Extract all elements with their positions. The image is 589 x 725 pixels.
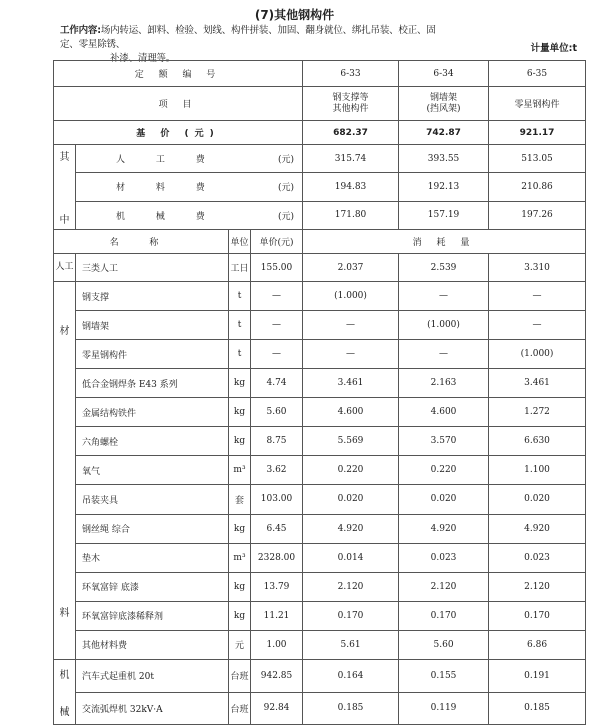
value-cell: —: [399, 340, 489, 369]
value-cell: 0.191: [489, 660, 586, 693]
labor-group: 人工: [54, 254, 76, 282]
breakdown-row: [54, 173, 586, 201]
value-cell: 0.020: [303, 485, 399, 514]
page-title: (7)其他钢构件: [254, 8, 335, 22]
value-cell: 1.100: [489, 456, 586, 485]
row-name: 环氧富锌底漆稀释剂: [76, 601, 229, 630]
row-name: 氧气: [76, 456, 229, 485]
value-cell: 4.920: [489, 514, 586, 543]
value-cell: —: [489, 311, 586, 340]
value-cell: 2.539: [399, 254, 489, 282]
value-cell: 2.120: [489, 572, 586, 601]
col-name-header: 名 称: [54, 230, 229, 254]
group-label: 械: [59, 707, 70, 718]
value-cell: 6.86: [489, 630, 586, 659]
group-label: 材: [59, 326, 70, 337]
row-unit: 套: [229, 485, 251, 514]
base-price-cell: 921.17: [489, 121, 586, 145]
row-price: 8.75: [251, 427, 303, 456]
col-unit-header: 单位: [229, 230, 251, 254]
column-header-row: [54, 230, 586, 254]
row-unit: 元: [229, 630, 251, 659]
quota-table: [53, 60, 586, 725]
materials-row: [54, 601, 586, 630]
value-cell: 393.55: [399, 145, 489, 173]
item-cell: 零星钢构件: [489, 87, 586, 121]
materials-row: [54, 630, 586, 659]
row-unit: t: [229, 311, 251, 340]
row-price: 5.60: [251, 398, 303, 427]
materials-row: [54, 311, 586, 340]
row-unit: 台班: [229, 660, 251, 693]
row-name: 钢支撑: [76, 282, 229, 311]
value-cell: 4.920: [303, 514, 399, 543]
row-unit: t: [229, 282, 251, 311]
code-row: [54, 61, 586, 87]
value-cell: 5.569: [303, 427, 399, 456]
value-cell: (1.000): [489, 340, 586, 369]
breakdown-row: [54, 145, 586, 173]
materials-row: [54, 427, 586, 456]
breakdown-row: [54, 201, 586, 229]
base-price-row: [54, 121, 586, 145]
row-price: 11.21: [251, 601, 303, 630]
row-unit: kg: [229, 514, 251, 543]
row-name: 环氧富锌 底漆: [76, 572, 229, 601]
value-cell: 0.170: [399, 601, 489, 630]
row-price: 92.84: [251, 692, 303, 725]
item-row: [54, 87, 586, 121]
value-cell: —: [303, 340, 399, 369]
row-unit: m³: [229, 543, 251, 572]
machinery-row: [54, 660, 586, 693]
value-cell: 192.13: [399, 173, 489, 201]
row-price: —: [251, 282, 303, 311]
value-cell: 5.60: [399, 630, 489, 659]
value-cell: —: [399, 282, 489, 311]
base-price-label: 基 价 (元): [54, 121, 303, 145]
machinery-group: [54, 660, 76, 725]
materials-row: [54, 485, 586, 514]
materials-row: [54, 398, 586, 427]
value-cell: 4.600: [303, 398, 399, 427]
value-cell: 0.119: [399, 692, 489, 725]
value-cell: 2.037: [303, 254, 399, 282]
value-cell: 0.220: [399, 456, 489, 485]
row-name: 金属结构铁件: [76, 398, 229, 427]
value-cell: 1.272: [489, 398, 586, 427]
row-name: 零星钢构件: [76, 340, 229, 369]
row-unit: t: [229, 340, 251, 369]
value-cell: 0.220: [303, 456, 399, 485]
value-cell: 4.600: [399, 398, 489, 427]
materials-row: [54, 456, 586, 485]
labor-row: [54, 254, 586, 282]
code-cell: 6-34: [399, 61, 489, 87]
row-price: 155.00: [251, 254, 303, 282]
value-cell: 197.26: [489, 201, 586, 229]
item-cell: 钢支撑等 其他构件: [303, 87, 399, 121]
row-unit: 台班: [229, 692, 251, 725]
value-cell: 171.80: [303, 201, 399, 229]
value-cell: —: [303, 311, 399, 340]
value-cell: 157.19: [399, 201, 489, 229]
value-cell: 3.461: [303, 369, 399, 398]
base-price-cell: 682.37: [303, 121, 399, 145]
value-cell: (1.000): [303, 282, 399, 311]
work-content-line2: 补漆、清理等。: [110, 53, 176, 64]
item-cell: 钢墙架 (挡风架): [399, 87, 489, 121]
breakdown-group: [54, 145, 76, 230]
value-cell: 0.170: [489, 601, 586, 630]
breakdown-label: 材 料 费 (元): [76, 173, 303, 201]
value-cell: 3.570: [399, 427, 489, 456]
value-cell: 3.461: [489, 369, 586, 398]
value-cell: 0.164: [303, 660, 399, 693]
value-cell: 210.86: [489, 173, 586, 201]
row-name: 汽车式起重机 20t: [76, 660, 229, 693]
code-cell: 6-35: [489, 61, 586, 87]
row-name: 钢墙架: [76, 311, 229, 340]
materials-row: [54, 282, 586, 311]
group-label: 中: [59, 215, 70, 226]
value-cell: 2.163: [399, 369, 489, 398]
base-price-cell: 742.87: [399, 121, 489, 145]
row-name: 三类人工: [76, 254, 229, 282]
materials-row: [54, 572, 586, 601]
value-cell: 3.310: [489, 254, 586, 282]
materials-group: [54, 282, 76, 660]
value-cell: 4.920: [399, 514, 489, 543]
row-price: 1.00: [251, 630, 303, 659]
value-cell: 0.023: [489, 543, 586, 572]
value-cell: 0.020: [489, 485, 586, 514]
materials-row: [54, 340, 586, 369]
row-name: 交流弧焊机 32kV·A: [76, 692, 229, 725]
row-price: 6.45: [251, 514, 303, 543]
row-unit: kg: [229, 369, 251, 398]
value-cell: 0.185: [303, 692, 399, 725]
value-cell: 0.023: [399, 543, 489, 572]
code-label: 定 额 编 号: [54, 61, 303, 87]
value-cell: (1.000): [399, 311, 489, 340]
row-price: 103.00: [251, 485, 303, 514]
group-label: 料: [59, 608, 70, 619]
value-cell: 5.61: [303, 630, 399, 659]
breakdown-label: 人 工 费 (元): [76, 145, 303, 173]
row-name: 六角螺栓: [76, 427, 229, 456]
materials-row: [54, 543, 586, 572]
machinery-row: [54, 692, 586, 725]
value-cell: 0.020: [399, 485, 489, 514]
row-unit: kg: [229, 427, 251, 456]
row-price: 3.62: [251, 456, 303, 485]
row-name: 钢丝绳 综合: [76, 514, 229, 543]
col-price-header: 单价(元): [251, 230, 303, 254]
value-cell: 2.120: [303, 572, 399, 601]
row-name: 其他材料费: [76, 630, 229, 659]
row-price: 2328.00: [251, 543, 303, 572]
row-name: 垫木: [76, 543, 229, 572]
group-label: 机: [59, 670, 70, 681]
value-cell: 513.05: [489, 145, 586, 173]
work-content-line1: 场内转运、卸料、检验、划线、构件拼装、加固、翻身就位、绑扎吊装、校正、固定、零星除锈、: [60, 25, 436, 50]
breakdown-label: 机 械 费 (元): [76, 201, 303, 229]
value-cell: 0.155: [399, 660, 489, 693]
code-cell: 6-33: [303, 61, 399, 87]
row-unit: kg: [229, 572, 251, 601]
row-price: —: [251, 340, 303, 369]
row-name: 吊装夹具: [76, 485, 229, 514]
group-label: 其: [59, 152, 70, 163]
materials-row: [54, 369, 586, 398]
row-price: 4.74: [251, 369, 303, 398]
value-cell: 2.120: [399, 572, 489, 601]
value-cell: 0.170: [303, 601, 399, 630]
row-unit: 工日: [229, 254, 251, 282]
value-cell: 6.630: [489, 427, 586, 456]
row-unit: m³: [229, 456, 251, 485]
value-cell: —: [489, 282, 586, 311]
row-price: —: [251, 311, 303, 340]
row-unit: kg: [229, 601, 251, 630]
value-cell: 0.185: [489, 692, 586, 725]
row-price: 13.79: [251, 572, 303, 601]
row-price: 942.85: [251, 660, 303, 693]
row-name: 低合金钢焊条 E43 系列: [76, 369, 229, 398]
value-cell: 194.83: [303, 173, 399, 201]
value-cell: 0.014: [303, 543, 399, 572]
row-unit: kg: [229, 398, 251, 427]
item-label: 项 目: [54, 87, 303, 121]
materials-row: [54, 514, 586, 543]
value-cell: 315.74: [303, 145, 399, 173]
unit-label: 计量单位:t: [530, 43, 577, 54]
col-consumption-header: 消 耗 量: [303, 230, 586, 254]
work-content-label: 工作内容:: [60, 25, 101, 36]
